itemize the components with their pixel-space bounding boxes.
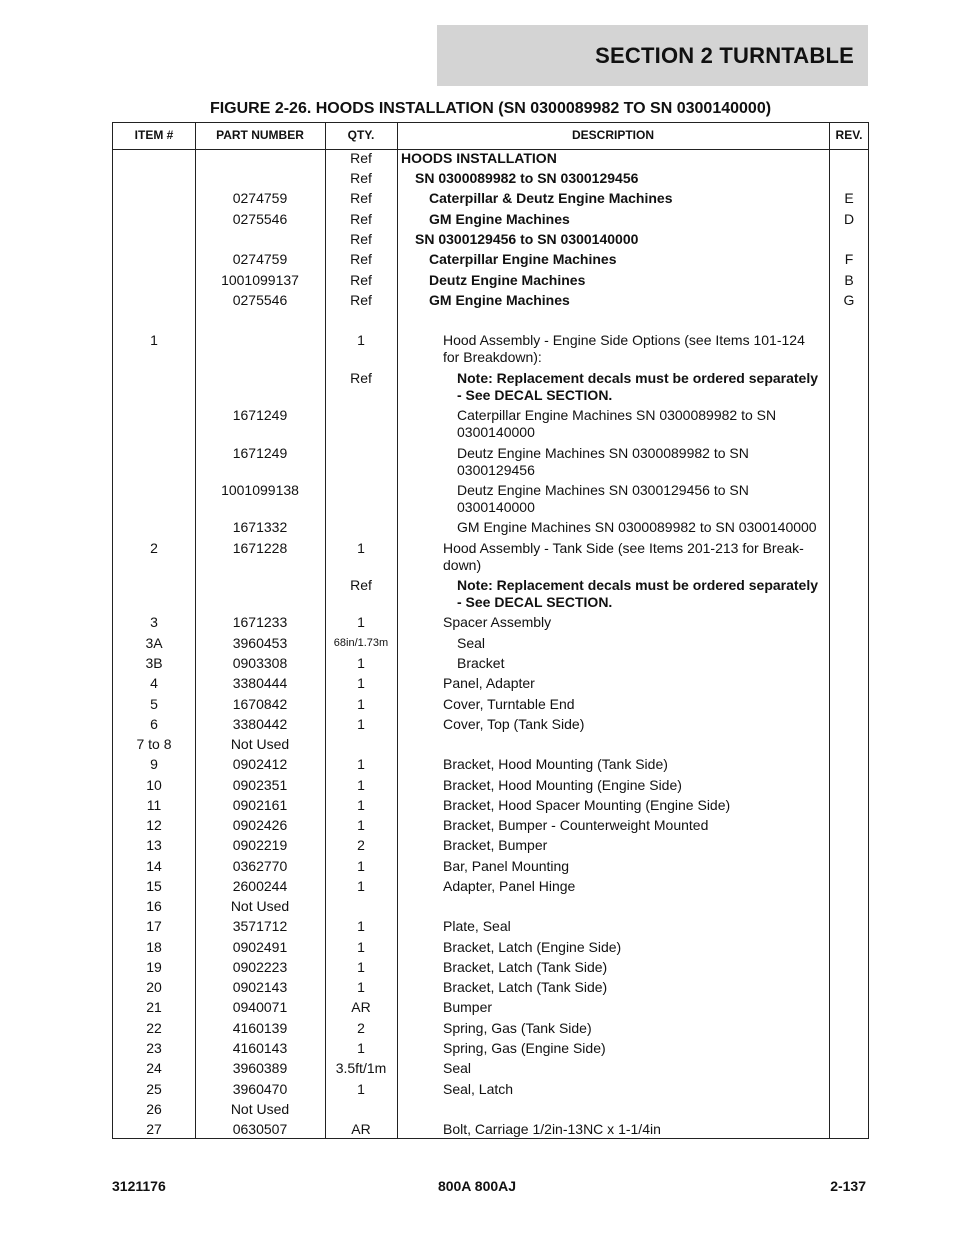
part-number: 1001099138	[221, 482, 299, 498]
part-number: 4160143	[232, 1040, 288, 1056]
part-number: 1671249	[232, 407, 288, 423]
item-number: 6	[150, 716, 158, 732]
description: Cover, Turntable End	[443, 696, 575, 712]
item-number: 3B	[145, 655, 163, 671]
description: Bracket, Latch (Tank Side)	[443, 959, 608, 975]
quantity: Ref	[350, 170, 372, 186]
item-number: 10	[146, 777, 162, 793]
description: Bracket, Bumper - Counterweight Mounted	[443, 817, 709, 833]
column-header-qty: QTY.	[347, 128, 375, 142]
quantity: Ref	[350, 292, 372, 308]
description: Bracket	[457, 655, 505, 671]
part-number: 0630507	[232, 1121, 288, 1137]
quantity: 1	[357, 332, 365, 348]
quantity: Ref	[350, 150, 372, 166]
quantity: 2	[357, 837, 365, 853]
description: SN 0300089982 to SN 0300129456	[415, 170, 639, 186]
quantity: 1	[357, 858, 365, 874]
part-number: 1671332	[232, 519, 288, 535]
part-number: 1671249	[232, 445, 288, 461]
description: Spring, Gas (Engine Side)	[443, 1040, 606, 1056]
description: Bolt, Carriage 1/2in-13NC x 1-1/4in	[443, 1121, 661, 1137]
description: Hood Assembly - Engine Side Options (see Items 101-124 for Breakdown):	[443, 332, 805, 365]
description: GM Engine Machines	[429, 211, 570, 227]
model-label: 800A 800AJ	[437, 1178, 517, 1194]
item-number: 25	[146, 1081, 162, 1097]
quantity: 1	[357, 614, 365, 630]
document-number: 3121176	[112, 1178, 166, 1194]
item-number: 16	[146, 898, 162, 914]
part-number: 1670842	[232, 696, 288, 712]
item-number: 14	[146, 858, 162, 874]
quantity: 1	[357, 756, 365, 772]
page-number: 2-137	[830, 1178, 866, 1194]
quantity: 1	[357, 675, 365, 691]
revision: B	[844, 272, 854, 288]
description: Seal	[443, 1060, 472, 1076]
part-number: Not Used	[230, 1101, 290, 1117]
part-number: 0903308	[232, 655, 288, 671]
part-number: 0902412	[232, 756, 288, 772]
part-number: 0902143	[232, 979, 288, 995]
quantity: 1	[357, 878, 365, 894]
item-number: 27	[146, 1121, 162, 1137]
quantity: 2	[357, 1020, 365, 1036]
part-number: Not Used	[230, 736, 290, 752]
item-number: 4	[150, 675, 158, 691]
part-number: 3571712	[232, 918, 288, 934]
description: Seal, Latch	[443, 1081, 514, 1097]
part-number: 0274759	[232, 251, 288, 267]
revision: D	[843, 211, 855, 227]
description: Bracket, Hood Spacer Mounting (Engine Side)	[443, 797, 731, 813]
item-number: 1	[150, 332, 158, 348]
description: Bracket, Latch (Engine Side)	[443, 939, 622, 955]
quantity: 1	[357, 655, 365, 671]
quantity: 1	[357, 979, 365, 995]
parts-table	[112, 122, 869, 1139]
item-number: 12	[146, 817, 162, 833]
part-number: 0275546	[232, 292, 288, 308]
item-number: 13	[146, 837, 162, 853]
description: Deutz Engine Machines	[429, 272, 586, 288]
description: Spring, Gas (Tank Side)	[443, 1020, 592, 1036]
part-number: 0902351	[232, 777, 288, 793]
description: GM Engine Machines SN 0300089982 to SN 0300140000	[457, 519, 817, 535]
quantity: 1	[357, 540, 365, 556]
item-number: 23	[146, 1040, 162, 1056]
quantity: AR	[351, 1121, 371, 1137]
part-number: 3960470	[232, 1081, 288, 1097]
item-number: 18	[146, 939, 162, 955]
description: Caterpillar Engine Machines SN 0300089982 to SN 0300140000	[457, 407, 777, 440]
part-number: 0902219	[232, 837, 288, 853]
description: GM Engine Machines	[429, 292, 570, 308]
column-header-description: DESCRIPTION	[571, 128, 654, 142]
description: Panel, Adapter	[443, 675, 535, 691]
item-number: 9	[150, 756, 158, 772]
part-number: 0274759	[232, 190, 288, 206]
quantity: Ref	[350, 370, 372, 386]
figure-title: FIGURE 2-26. HOODS INSTALLATION (SN 0300089982 TO SN 0300140000)	[209, 100, 772, 117]
quantity: 1	[357, 797, 365, 813]
description: HOODS INSTALLATION	[401, 150, 557, 166]
column-header-item: ITEM #	[134, 128, 174, 142]
part-number: 0902223	[232, 959, 288, 975]
quantity: 1	[357, 817, 365, 833]
part-number: 0902426	[232, 817, 288, 833]
description: Caterpillar & Deutz Engine Machines	[429, 190, 673, 206]
part-number: 4160139	[232, 1020, 288, 1036]
column-header-part-number: PART NUMBER	[216, 128, 304, 142]
description: Caterpillar Engine Machines	[429, 251, 617, 267]
revision: E	[844, 190, 854, 206]
description: Hood Assembly - Tank Side (see Items 201-213 for Break-down)	[443, 540, 804, 573]
part-number: 3380444	[232, 675, 288, 691]
description: Deutz Engine Machines SN 0300129456 to SN 0300140000	[457, 482, 749, 515]
item-number: 7 to 8	[136, 736, 172, 752]
item-number: 3A	[145, 635, 163, 651]
description: Cover, Top (Tank Side)	[443, 716, 585, 732]
revision: G	[843, 292, 855, 308]
description: Bracket, Hood Mounting (Engine Side)	[443, 777, 682, 793]
description: Bar, Panel Mounting	[443, 858, 570, 874]
description: Spacer Assembly	[443, 614, 552, 630]
quantity: 1	[357, 716, 365, 732]
part-number: 1671228	[232, 540, 288, 556]
part-number: 0902491	[232, 939, 288, 955]
description: Seal	[457, 635, 486, 651]
column-header-rev: REV.	[835, 128, 863, 142]
quantity: Ref	[350, 211, 372, 227]
revision: F	[844, 251, 854, 267]
item-number: 24	[146, 1060, 162, 1076]
item-number: 3	[150, 614, 158, 630]
part-number: 0940071	[232, 999, 288, 1015]
description: SN 0300129456 to SN 0300140000	[415, 231, 639, 247]
quantity: Ref	[350, 251, 372, 267]
part-number: 3380442	[232, 716, 288, 732]
part-number: 1671233	[232, 614, 288, 630]
quantity: 1	[357, 696, 365, 712]
description: Bumper	[443, 999, 493, 1015]
part-number: 3960389	[232, 1060, 288, 1076]
quantity: 1	[357, 959, 365, 975]
item-number: 15	[146, 878, 162, 894]
quantity: Ref	[350, 231, 372, 247]
item-number: 22	[146, 1020, 162, 1036]
quantity: 68in/1.73m	[333, 637, 389, 649]
description: Deutz Engine Machines SN 0300089982 to SN 0300129456	[457, 445, 749, 478]
part-number: 0902161	[232, 797, 288, 813]
part-number: 0275546	[232, 211, 288, 227]
item-number: 26	[146, 1101, 162, 1117]
section-header	[437, 25, 868, 86]
part-number: 3960453	[232, 635, 288, 651]
quantity: 1	[357, 1040, 365, 1056]
description: Bracket, Bumper	[443, 837, 548, 853]
description: Note: Replacement decals must be ordered separately - See DECAL SECTION.	[457, 370, 819, 403]
description: Bracket, Latch (Tank Side)	[443, 979, 608, 995]
description: Adapter, Panel Hinge	[443, 878, 576, 894]
part-number: 1001099137	[221, 272, 299, 288]
description: Note: Replacement decals must be ordered separately - See DECAL SECTION.	[457, 577, 819, 610]
quantity: 1	[357, 777, 365, 793]
part-number: 2600244	[232, 878, 288, 894]
description: Bracket, Hood Mounting (Tank Side)	[443, 756, 668, 772]
item-number: 11	[146, 797, 162, 813]
item-number: 19	[146, 959, 162, 975]
quantity: Ref	[350, 272, 372, 288]
description: Plate, Seal	[443, 918, 511, 934]
item-number: 21	[146, 999, 162, 1015]
quantity: 3.5ft/1m	[335, 1060, 387, 1076]
item-number: 5	[150, 696, 158, 712]
quantity: 1	[357, 939, 365, 955]
quantity: 1	[357, 1081, 365, 1097]
quantity: 1	[357, 918, 365, 934]
section-title: SECTION 2 TURNTABLE	[595, 42, 854, 68]
item-number: 20	[146, 979, 162, 995]
quantity: Ref	[350, 190, 372, 206]
part-number: Not Used	[230, 898, 290, 914]
part-number: 0362770	[232, 858, 288, 874]
quantity: AR	[351, 999, 371, 1015]
item-number: 2	[150, 540, 158, 556]
item-number: 17	[146, 918, 162, 934]
column-divider	[397, 123, 398, 1138]
quantity: Ref	[350, 577, 372, 593]
